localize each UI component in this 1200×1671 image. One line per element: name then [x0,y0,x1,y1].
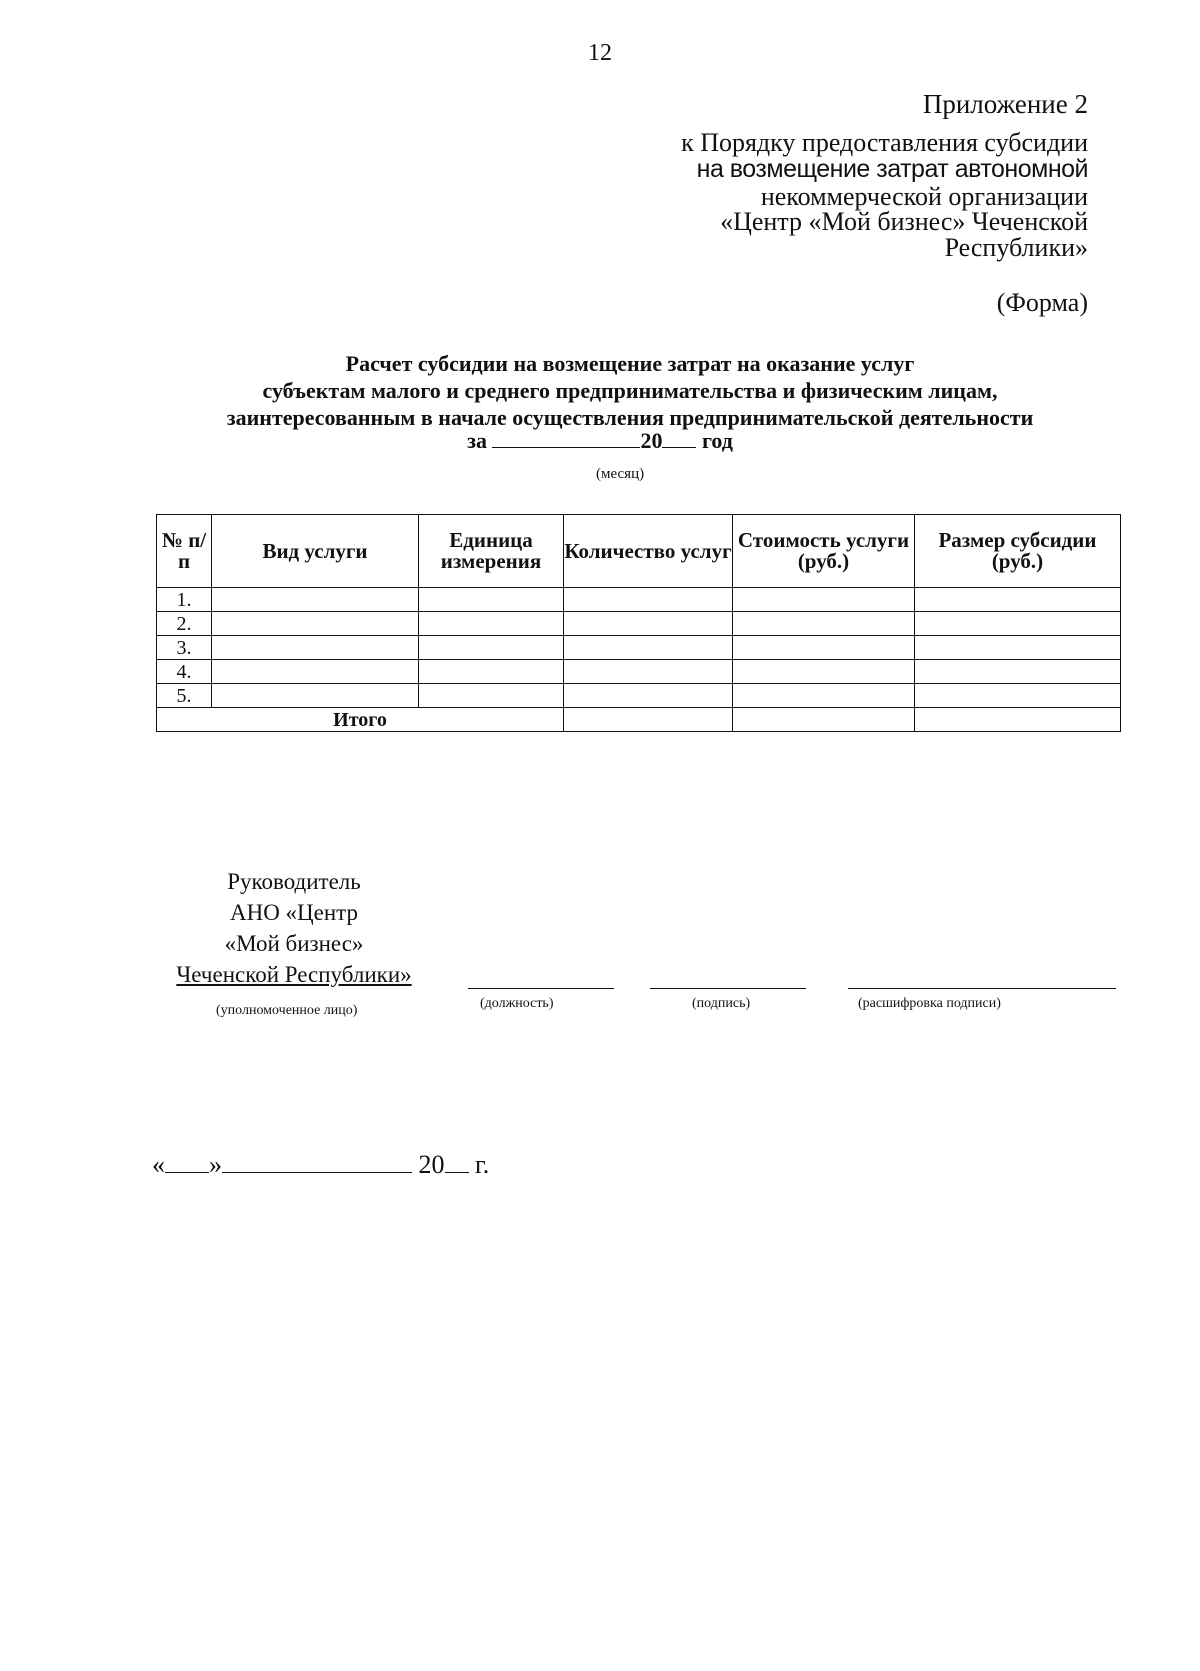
cell-cost[interactable] [733,612,915,636]
date-close-quote: » [209,1150,222,1179]
cell-subsidy[interactable] [915,612,1121,636]
row-number: 1. [157,588,212,612]
period-suffix: год [701,428,733,453]
cell-unit[interactable] [419,612,564,636]
header-cost: Стоимость услуги (руб.) [733,515,915,588]
cell-service-type[interactable] [212,684,419,708]
appendix-line-4: «Центр «Мой бизнес» Чеченской [720,207,1088,236]
cell-subsidy[interactable] [915,588,1121,612]
decoding-hint: (расшифровка подписи) [858,996,1001,1011]
total-cost[interactable] [733,708,915,732]
signer-line-2: АНО «Центр [229,900,359,925]
month-blank [492,446,640,448]
table-row [157,636,1121,660]
cell-quantity[interactable] [564,636,733,660]
table-header-row [157,515,1121,588]
table-total-row [157,708,1121,732]
cell-subsidy[interactable] [915,660,1121,684]
cell-quantity[interactable] [564,612,733,636]
cell-cost[interactable] [733,636,915,660]
total-quantity[interactable] [564,708,733,732]
signature-line[interactable] [650,987,806,989]
cell-quantity[interactable] [564,684,733,708]
period-line [0,428,1200,454]
cell-cost[interactable] [733,660,915,684]
cell-cost[interactable] [733,684,915,708]
signer-line-4: Чеченской Республики» [176,962,412,987]
cell-service-type[interactable] [212,612,419,636]
cell-service-type[interactable] [212,660,419,684]
document-title-line-2: субъектам малого и среднего предпринимательства и физическим лицам, [262,378,998,403]
total-subsidy[interactable] [915,708,1121,732]
cell-subsidy[interactable] [915,636,1121,660]
document-title [150,350,1110,431]
header-number: № п/п [157,515,212,588]
decoding-line[interactable] [848,987,1116,989]
position-hint: (должность) [480,996,554,1011]
cell-subsidy[interactable] [915,684,1121,708]
date-open-quote: « [152,1150,165,1179]
cell-quantity[interactable] [564,588,733,612]
table-row [157,612,1121,636]
day-blank[interactable] [165,1171,209,1173]
form-label: (Форма) [996,288,1088,317]
cell-unit[interactable] [419,636,564,660]
period-prefix: за [467,428,487,453]
date-year-suffix: г. [475,1150,490,1179]
header-quantity: Количество услуг [564,515,733,588]
cell-unit[interactable] [419,660,564,684]
header-service-type: Вид услуги [212,515,419,588]
header-unit: Единица измерения [419,515,564,588]
position-line[interactable] [468,987,614,989]
appendix-title: Приложение 2 [922,89,1088,119]
year-blank-date[interactable] [445,1171,469,1173]
appendix-line-2: на возмещение затрат автономной [696,155,1088,183]
row-number: 2. [157,612,212,636]
services-table [156,514,1121,732]
total-label: Итого [157,708,564,732]
row-number: 4. [157,660,212,684]
cell-unit[interactable] [419,684,564,708]
signer-block [158,866,430,990]
signer-hint: (уполномоченное лицо) [216,1003,358,1018]
cell-service-type[interactable] [212,636,419,660]
document-title-line-1: Расчет субсидии на возмещение затрат на оказание услуг [345,351,915,376]
cell-cost[interactable] [733,588,915,612]
row-number: 3. [157,636,212,660]
appendix-line-5: Республики» [944,233,1088,262]
month-blank-date[interactable] [222,1171,412,1173]
cell-unit[interactable] [419,588,564,612]
cell-quantity[interactable] [564,660,733,684]
table-row [157,588,1121,612]
document-title-line-3: заинтересованным в начале осуществления предпринимательской деятельности [226,405,1034,430]
month-hint: (месяц) [596,466,645,482]
appendix-line-1: к Порядку предоставления субсидии [681,128,1088,157]
table-row [157,660,1121,684]
date-line [152,1150,489,1180]
signature-hint: (подпись) [692,996,751,1011]
signer-line-1: Руководитель [227,869,361,894]
cell-service-type[interactable] [212,588,419,612]
signer-line-3: «Мой бизнес» [224,931,364,956]
page-number: 12 [588,40,612,66]
appendix-line-3: некоммерческой организации [760,182,1088,211]
date-year-prefix: 20 [418,1150,445,1179]
row-number: 5. [157,684,212,708]
table-row [157,684,1121,708]
year-blank [662,446,696,448]
header-subsidy: Размер субсидии (руб.) [915,515,1121,588]
period-year-prefix: 20 [640,428,663,453]
